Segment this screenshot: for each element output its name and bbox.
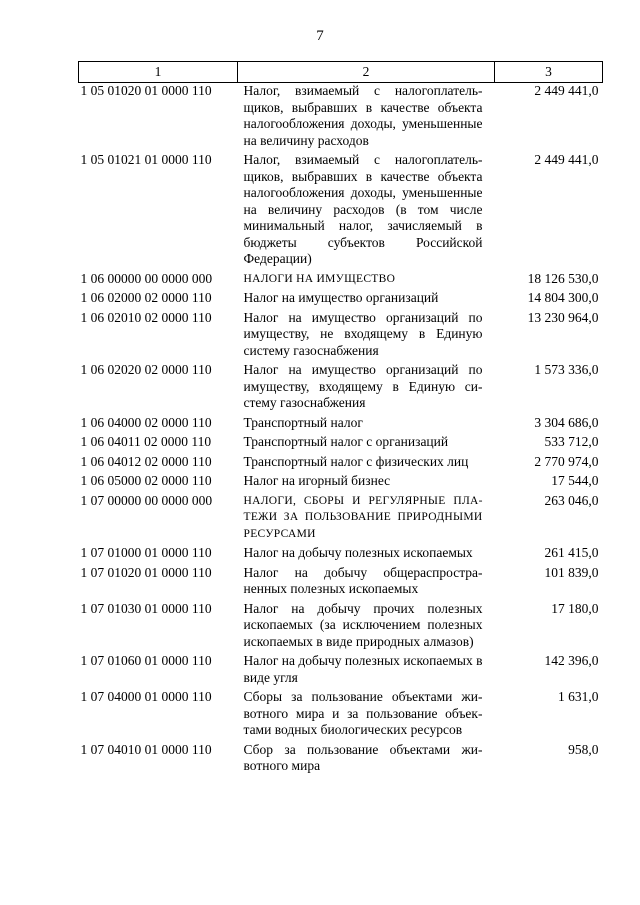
row-code: 1 07 01060 01 0000 110 (80, 653, 212, 668)
row-code: 1 07 00000 00 0000 000 (80, 492, 213, 508)
row-code: 1 05 01021 01 0000 110 (80, 152, 212, 167)
table-row (79, 83, 603, 153)
row-name: Налог на игорный бизнес (243, 473, 391, 488)
row-name: Налог на добычу общераспространенных полезных ископаемых (243, 564, 483, 596)
row-amount: 17 180,0 (551, 600, 599, 616)
row-name: Налог на добычу прочих полезных ископаемых (за исключением полезных ископаемых в виде природных алмазов) (243, 600, 483, 649)
table-header (79, 62, 603, 83)
row-name: НАЛОГИ, СБОРЫ И РЕГУЛЯРНЫЕ ПЛАТЕЖИ ЗА ПОЛЬЗОВАНИЕ ПРИРОДНЫМИ РЕСУРСАМИ (243, 494, 483, 540)
row-code: 1 07 01030 01 0000 110 (80, 600, 212, 616)
row-code: 1 07 04000 01 0000 110 (80, 689, 212, 704)
row-amount: 18 126 530,0 (527, 270, 599, 286)
row-amount: 17 544,0 (551, 473, 599, 488)
table-row (79, 310, 603, 363)
table-row (79, 565, 603, 601)
row-name: Транспортный налог с физических лиц (243, 453, 469, 469)
row-name: Транспортный налог (243, 414, 363, 430)
row-name: Налог на добычу полезных ископаемых (243, 545, 473, 560)
row-name: Налог на имущество организаций (243, 290, 439, 305)
table-row (79, 152, 603, 271)
column-header-name: 2 (238, 62, 495, 83)
row-name: Налог на добычу полезных ископаемых в виде угля (243, 653, 483, 685)
row-amount: 2 449 441,0 (534, 83, 599, 98)
table-row (79, 415, 603, 435)
row-name: НАЛОГИ НА ИМУЩЕСТВО (243, 272, 396, 285)
row-code: 1 06 04011 02 0000 110 (80, 434, 212, 449)
row-name: Транспортный налог с организаций (243, 434, 449, 449)
row-name: Сбор за пользование объектами животного мира (243, 741, 483, 773)
budget-revenue-table (78, 61, 603, 778)
row-amount: 1 573 336,0 (534, 362, 599, 377)
table-body (79, 83, 603, 778)
row-code: 1 07 01020 01 0000 110 (80, 564, 212, 580)
row-code: 1 05 01020 01 0000 110 (80, 83, 212, 98)
row-amount: 2 770 974,0 (534, 453, 599, 469)
row-name: Налог, взимаемый с налогоплательщиков, выбравших в качестве объекта налогообложения доходы, уменьшенные на величину расходов (243, 83, 483, 148)
row-amount: 14 804 300,0 (527, 290, 599, 305)
row-code: 1 07 04010 01 0000 110 (80, 741, 212, 757)
table-row (79, 545, 603, 565)
header-row (79, 62, 603, 83)
row-code: 1 06 02000 02 0000 110 (80, 290, 212, 305)
row-code: 1 06 02020 02 0000 110 (80, 362, 212, 377)
table-row (79, 454, 603, 474)
row-code: 1 06 04012 02 0000 110 (80, 453, 212, 469)
table-row (79, 271, 603, 291)
table-row (79, 473, 603, 493)
row-code: 1 06 04000 02 0000 110 (80, 414, 212, 430)
row-amount: 1 631,0 (558, 689, 599, 704)
column-header-amount: 3 (495, 62, 603, 83)
table-row (79, 601, 603, 654)
row-amount: 263 046,0 (544, 492, 599, 508)
row-amount: 13 230 964,0 (527, 309, 599, 325)
table-row (79, 290, 603, 310)
row-code: 1 06 05000 02 0000 110 (80, 473, 212, 488)
table-row (79, 689, 603, 742)
table-row (79, 434, 603, 454)
row-name: Налог на имущество организаций по имуществу, входящему в Единую систему газоснабжения (243, 362, 483, 410)
row-amount: 142 396,0 (544, 653, 599, 668)
row-code: 1 06 02010 02 0000 110 (80, 309, 212, 325)
row-name: Налог на имущество организаций по имуществу, не входящему в Единую систему газоснабжения (243, 309, 483, 358)
row-amount: 2 449 441,0 (534, 152, 599, 167)
table-row (79, 653, 603, 689)
row-code: 1 07 01000 01 0000 110 (80, 545, 212, 560)
row-name: Сборы за пользование объектами животного мира и за пользование объектами водных биологических ресурсов (243, 689, 483, 737)
column-header-code: 1 (79, 62, 238, 83)
row-name: Налог, взимаемый с налогоплательщиков, выбравших в качестве объекта налогообложения доходы, уменьшенные на величину расходов (в том числе минимальный налог, зачисляемый в бюджеты субъектов Российской Федерации) (243, 152, 483, 266)
table-row (79, 362, 603, 415)
page-number: 7 (316, 28, 324, 44)
table-row (79, 493, 603, 546)
row-amount: 533 712,0 (544, 434, 599, 449)
row-code: 1 06 00000 00 0000 000 (80, 270, 213, 286)
row-amount: 3 304 686,0 (534, 414, 599, 430)
table-row (79, 742, 603, 778)
row-amount: 958,0 (568, 741, 599, 757)
row-amount: 101 839,0 (544, 564, 599, 580)
row-amount: 261 415,0 (544, 545, 599, 560)
